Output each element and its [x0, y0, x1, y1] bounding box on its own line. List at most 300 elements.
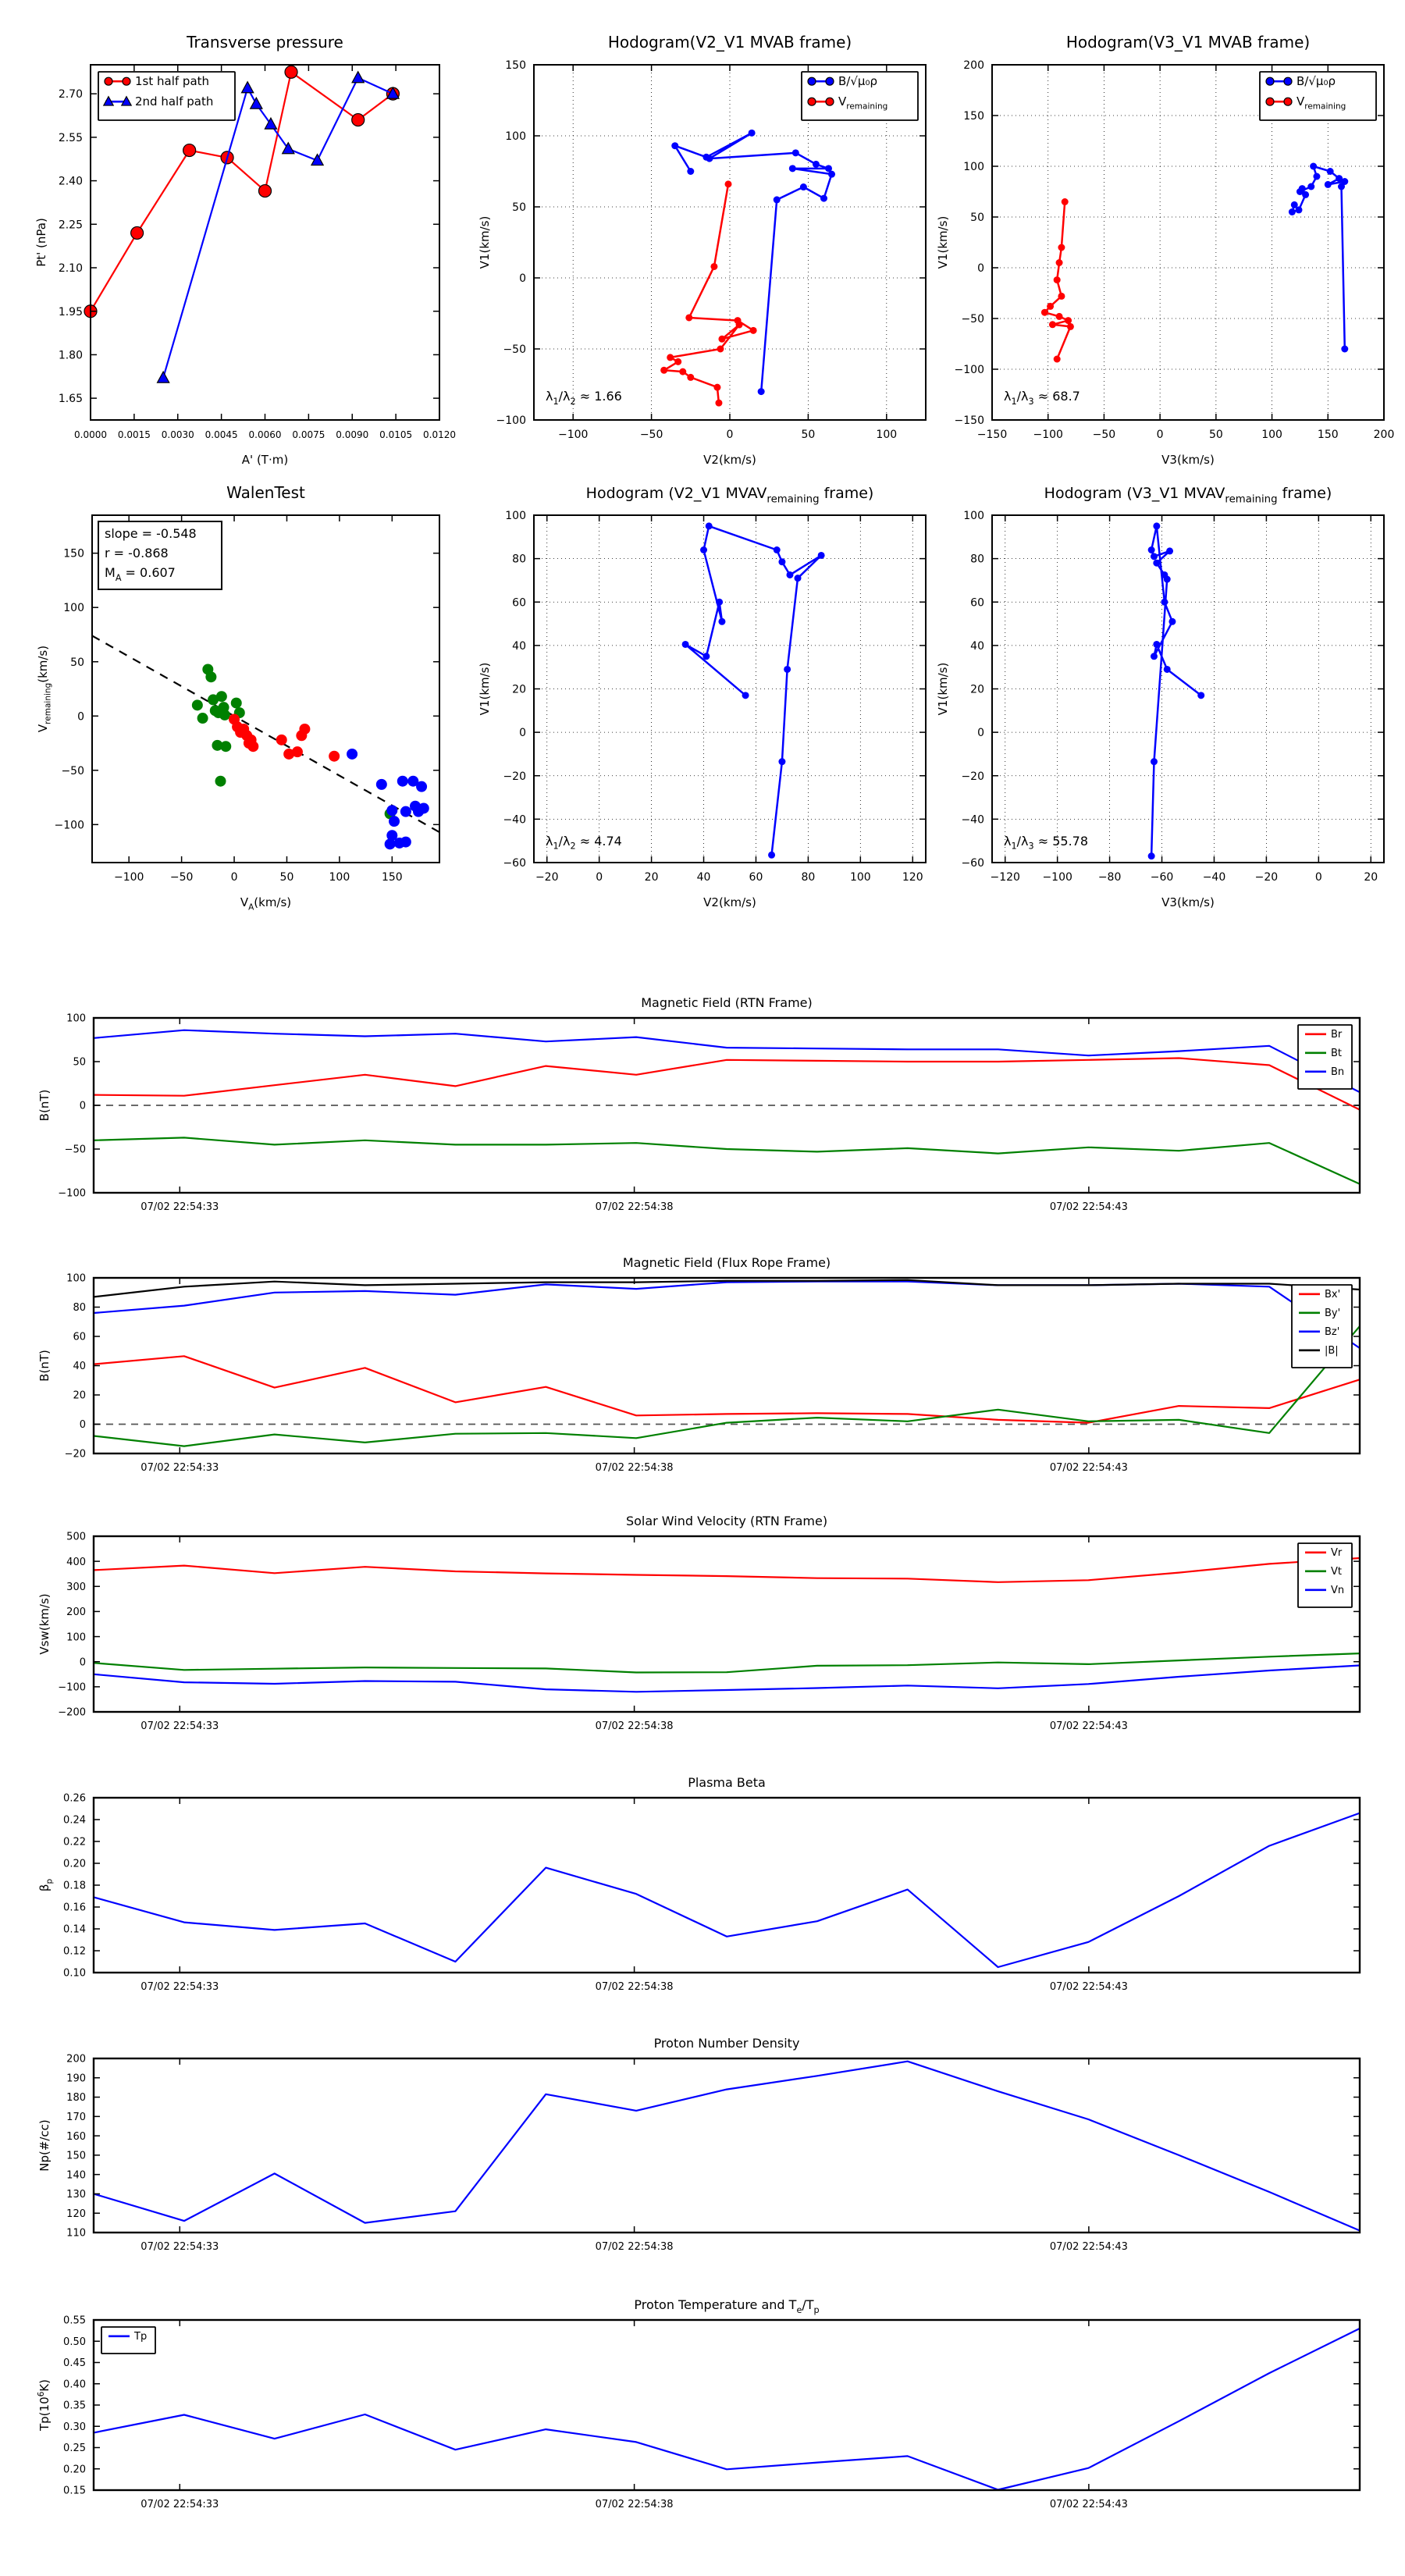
- y-tick-label: 0.16: [63, 1902, 86, 1914]
- legend-label: Bn: [1331, 1066, 1345, 1078]
- y-tick-label: −50: [64, 1144, 86, 1156]
- y-tick-label: 300: [66, 1581, 86, 1593]
- x-tick-label: 50: [801, 429, 816, 441]
- y-tick-label: −100: [54, 819, 84, 832]
- circle-marker: [400, 806, 411, 817]
- series-beta: [94, 1813, 1360, 1967]
- circle-marker: [778, 558, 785, 565]
- circle-marker: [1284, 77, 1292, 85]
- circle-marker: [808, 98, 816, 105]
- circle-marker: [400, 837, 411, 848]
- x-tick-label: 80: [801, 871, 816, 884]
- y-tick-label: −20: [961, 770, 984, 783]
- x-tick-label: 0.0075: [292, 429, 325, 440]
- tsC-title: Solar Wind Velocity (RTN Frame): [625, 1514, 828, 1528]
- circle-marker: [347, 749, 357, 760]
- x-tick-label: 07/02 22:54:38: [595, 1981, 674, 1993]
- circle-marker: [416, 781, 427, 792]
- circle-marker: [1153, 641, 1160, 648]
- x-tick-label: 20: [644, 871, 659, 884]
- x-tick-label: 0.0120: [423, 429, 456, 440]
- y-tick-label: 190: [66, 2073, 86, 2085]
- circle-marker: [386, 805, 397, 816]
- circle-marker: [205, 671, 216, 682]
- series-Br: [94, 1059, 1360, 1110]
- y-tick-label: 0.26: [63, 1792, 86, 1805]
- legend-label: B/√μ₀ρ: [838, 74, 877, 88]
- x-tick-label: 0: [1314, 871, 1322, 884]
- x-tick-label: −60: [1150, 871, 1174, 884]
- circle-marker: [1295, 206, 1302, 213]
- legend-label: Tp: [134, 2331, 148, 2343]
- legend: [101, 2327, 155, 2354]
- circle-marker: [774, 196, 781, 203]
- axes-box: [94, 1536, 1360, 1712]
- y-tick-label: 500: [66, 1531, 86, 1543]
- y-tick-label: 100: [963, 510, 984, 523]
- circle-marker: [679, 368, 686, 375]
- circle-marker: [786, 571, 793, 578]
- p1-xlabel: A' (T·m): [241, 453, 289, 467]
- y-tick-label: 0.22: [63, 1836, 86, 1848]
- circle-marker: [105, 77, 112, 85]
- circle-marker: [674, 358, 681, 365]
- tick-marks: [94, 2058, 1360, 2233]
- y-tick-label: 0.25: [63, 2443, 86, 2455]
- p6-title: Hodogram (V3_V1 $MVAV_{remaining}$ frame): [1044, 485, 1332, 506]
- y-tick-label: 160: [66, 2130, 86, 2143]
- y-tick-label: −50: [61, 764, 84, 777]
- y-tick-label: −60: [503, 857, 526, 870]
- y-tick-label: 80: [512, 553, 526, 566]
- circle-marker: [826, 98, 834, 105]
- y-tick-label: 200: [66, 1606, 86, 1619]
- y-tick-label: −50: [503, 343, 526, 357]
- y-tick-label: 0.20: [63, 2464, 86, 2476]
- circle-marker: [1164, 576, 1171, 583]
- y-tick-label: 0.30: [63, 2421, 86, 2433]
- y-tick-label: −200: [58, 1706, 86, 1719]
- circle-marker: [197, 713, 208, 724]
- p5-xlabel: V2(km/s): [703, 895, 756, 909]
- circle-marker: [1062, 198, 1069, 205]
- y-tick-label: 0.12: [63, 1945, 86, 1958]
- tsB-ylabel: B(nT): [37, 1350, 52, 1382]
- legend: [1298, 1025, 1352, 1089]
- y-tick-label: 0.35: [63, 2400, 86, 2412]
- circle-marker: [1297, 188, 1304, 195]
- x-tick-label: 07/02 22:54:38: [595, 1201, 674, 1213]
- markers-walen-blue-points: [347, 749, 429, 849]
- x-tick-label: −100: [113, 871, 144, 884]
- markers-walen-green-points: [192, 664, 396, 819]
- legend-label: By': [1325, 1308, 1341, 1319]
- legend-label: $V_{remaining}$: [838, 94, 888, 112]
- tick-marks: [94, 1798, 1360, 1973]
- tick-marks: [94, 1278, 1360, 1453]
- circle-marker: [1047, 303, 1054, 310]
- circle-marker: [220, 741, 231, 752]
- circle-marker: [216, 691, 227, 702]
- circle-marker: [700, 546, 707, 553]
- circle-marker: [718, 618, 725, 625]
- y-tick-label: 60: [73, 1331, 86, 1343]
- tsA-plot: [39, 984, 1372, 1233]
- circle-marker: [710, 263, 717, 270]
- circle-marker: [820, 195, 827, 202]
- circle-marker: [1266, 98, 1274, 105]
- circle-marker: [687, 168, 694, 175]
- grid-lines: [992, 515, 1384, 863]
- legend-label: Bz': [1325, 1326, 1340, 1338]
- y-tick-label: 0.45: [63, 2357, 86, 2370]
- axes-box: [94, 2320, 1360, 2490]
- y-tick-label: 20: [970, 683, 984, 696]
- y-tick-label: 0: [519, 727, 526, 740]
- series-Bz-prime: [94, 1282, 1360, 1348]
- tsF-title: Proton Temperature and $T_e/T_p$: [634, 2297, 820, 2315]
- y-tick-label: 170: [66, 2112, 86, 2124]
- x-tick-label: 0.0060: [248, 429, 282, 440]
- circle-marker: [671, 142, 678, 149]
- y-tick-label: 50: [70, 656, 84, 669]
- y-tick-label: 130: [66, 2189, 86, 2201]
- y-tick-label: 2.55: [58, 131, 83, 144]
- circle-marker: [828, 171, 835, 178]
- circle-marker: [718, 336, 725, 343]
- p4-title: WalenTest: [226, 483, 305, 502]
- legend-label: Vn: [1331, 1585, 1345, 1596]
- y-tick-label: 1.65: [58, 393, 83, 406]
- circle-marker: [1151, 758, 1158, 765]
- circle-marker: [389, 816, 400, 827]
- stats-line: slope = -0.548: [105, 526, 197, 541]
- y-tick-label: 110: [66, 2227, 86, 2240]
- y-tick-label: 1.95: [58, 305, 83, 318]
- circle-marker: [1058, 244, 1065, 251]
- y-tick-label: 60: [512, 596, 526, 610]
- y-tick-label: 100: [66, 1272, 86, 1285]
- tsC-plot: [39, 1502, 1372, 1752]
- markers-walen-red-points: [229, 713, 340, 761]
- x-tick-label: −100: [557, 429, 589, 441]
- markers-V-remaining-hodogram: [1041, 198, 1074, 363]
- y-tick-label: 120: [66, 2208, 86, 2220]
- legend: [802, 72, 918, 120]
- tsD-plot: [39, 1763, 1372, 2013]
- legend-label: Bt: [1331, 1048, 1343, 1059]
- p5-title: Hodogram (V2_V1 $MVAV_{remaining}$ frame): [585, 485, 874, 506]
- series-Bn: [94, 1030, 1360, 1093]
- p5-ylabel: V1(km/s): [478, 662, 492, 716]
- x-tick-label: 60: [749, 871, 763, 884]
- y-tick-label: 0: [977, 727, 984, 740]
- y-tick-label: 50: [73, 1056, 86, 1069]
- p4-xlabel: $V_A(km/s)$: [240, 895, 292, 913]
- y-tick-label: 0.50: [63, 2336, 86, 2348]
- x-tick-label: 100: [1261, 429, 1282, 441]
- legend-label: Br: [1331, 1029, 1343, 1041]
- circle-marker: [667, 354, 674, 361]
- y-tick-label: −40: [961, 813, 984, 827]
- y-tick-label: 0.40: [63, 2379, 86, 2391]
- legend-label: 1st half path: [135, 74, 210, 88]
- x-tick-label: 07/02 22:54:43: [1049, 1981, 1128, 1993]
- y-tick-label: −100: [58, 1187, 86, 1200]
- circle-marker: [1168, 618, 1176, 625]
- circle-marker: [749, 130, 756, 137]
- y-tick-label: 0.20: [63, 1858, 86, 1870]
- y-tick-label: −40: [503, 813, 526, 827]
- annotation: $\lambda_1/\lambda_3 \approx 55.78$: [1004, 833, 1089, 852]
- axes-box: [94, 1278, 1360, 1453]
- circle-marker: [1327, 168, 1334, 175]
- y-tick-label: 80: [970, 553, 984, 566]
- p1-ylabel: Pt' (nPa): [34, 218, 48, 267]
- circle-marker: [1341, 346, 1348, 353]
- circle-marker: [702, 653, 710, 660]
- circle-marker: [716, 599, 723, 606]
- series-Vr: [94, 1558, 1360, 1582]
- y-tick-label: 0.18: [63, 1880, 86, 1892]
- circle-marker: [1151, 553, 1158, 560]
- axes-box: [94, 1798, 1360, 1973]
- p2-plot: [462, 10, 946, 487]
- circle-marker: [1148, 852, 1155, 859]
- x-tick-label: 07/02 22:54:38: [595, 1462, 674, 1474]
- circle-marker: [784, 666, 791, 673]
- p3-ylabel: V1(km/s): [936, 215, 950, 269]
- x-tick-label: −120: [990, 871, 1020, 884]
- circle-marker: [299, 724, 310, 735]
- y-tick-label: −150: [954, 415, 984, 428]
- y-tick-label: 100: [963, 161, 984, 174]
- triangle-marker: [158, 372, 169, 382]
- tsD-title: Plasma Beta: [688, 1775, 766, 1790]
- p6-plot: [920, 461, 1404, 930]
- circle-marker: [1197, 692, 1204, 699]
- x-tick-label: −50: [639, 429, 663, 441]
- p6-xlabel: V3(km/s): [1161, 895, 1215, 909]
- y-tick-label: 200: [66, 2053, 86, 2065]
- y-tick-label: 100: [66, 1012, 86, 1025]
- y-tick-label: 180: [66, 2092, 86, 2105]
- y-tick-label: −100: [954, 364, 984, 377]
- circle-marker: [713, 384, 720, 391]
- circle-marker: [1307, 183, 1314, 190]
- x-tick-label: 100: [876, 429, 898, 441]
- y-tick-label: 2.70: [58, 88, 83, 101]
- circle-marker: [1325, 181, 1332, 188]
- x-tick-label: 0: [596, 871, 603, 884]
- x-tick-label: 07/02 22:54:33: [140, 1981, 219, 1993]
- y-tick-label: −60: [961, 857, 984, 870]
- x-tick-label: 100: [329, 871, 350, 884]
- annotation: $\lambda_1/\lambda_2 \approx 4.74$: [546, 833, 622, 852]
- circle-marker: [192, 699, 203, 710]
- circle-marker: [715, 400, 722, 407]
- y-tick-label: 1.80: [58, 349, 83, 362]
- x-tick-label: 50: [1208, 429, 1223, 441]
- x-tick-label: 07/02 22:54:38: [595, 1720, 674, 1732]
- y-tick-label: −20: [64, 1448, 86, 1461]
- circle-marker: [215, 776, 226, 787]
- y-tick-label: 0.24: [63, 1814, 86, 1827]
- y-tick-label: 50: [512, 201, 526, 215]
- x-tick-label: 0.0045: [205, 429, 238, 440]
- circle-marker: [724, 180, 731, 187]
- circle-marker: [231, 698, 242, 709]
- y-tick-label: 150: [505, 59, 526, 73]
- p3-xlabel: V3(km/s): [1161, 453, 1215, 467]
- y-tick-label: 100: [66, 1631, 86, 1644]
- x-tick-label: 0: [726, 429, 734, 441]
- markers-V-remaining-hodogram: [660, 180, 756, 406]
- circle-marker: [1054, 356, 1061, 363]
- y-tick-label: 2.25: [58, 219, 83, 232]
- legend: [1298, 1543, 1352, 1607]
- circle-marker: [247, 741, 258, 752]
- series-Vt: [94, 1653, 1360, 1672]
- y-tick-label: 60: [970, 596, 984, 610]
- x-tick-label: 0.0105: [379, 429, 413, 440]
- legend: [1260, 72, 1376, 120]
- x-tick-label: 120: [902, 871, 923, 884]
- circle-marker: [1153, 522, 1160, 529]
- x-tick-label: 100: [849, 871, 871, 884]
- legend-label: 2nd half path: [135, 94, 214, 109]
- circle-marker: [660, 367, 667, 374]
- y-tick-label: −100: [58, 1681, 86, 1694]
- x-tick-label: 07/02 22:54:38: [595, 2499, 674, 2510]
- x-tick-label: −150: [976, 429, 1008, 441]
- triangle-marker: [242, 82, 254, 93]
- y-tick-label: 100: [63, 602, 84, 615]
- circle-marker: [1310, 163, 1317, 170]
- y-tick-label: 40: [970, 639, 984, 653]
- x-tick-label: 0.0030: [161, 429, 194, 440]
- y-tick-label: 40: [73, 1361, 86, 1373]
- circle-marker: [789, 165, 796, 172]
- tsB-title: Magnetic Field (Flux Rope Frame): [622, 1255, 831, 1270]
- x-tick-label: 07/02 22:54:43: [1049, 1201, 1128, 1213]
- circle-marker: [750, 327, 757, 334]
- circle-marker: [329, 751, 340, 762]
- circle-marker: [292, 746, 303, 757]
- circle-marker: [385, 838, 396, 849]
- x-tick-label: −80: [1097, 871, 1122, 884]
- legend-label: Vt: [1331, 1566, 1342, 1578]
- p3-plot: [920, 10, 1404, 487]
- x-tick-label: 0.0090: [336, 429, 369, 440]
- tsA-ylabel: B(nT): [37, 1089, 52, 1122]
- y-tick-label: 0.55: [63, 2314, 86, 2327]
- circle-marker: [183, 144, 196, 157]
- x-tick-label: −50: [169, 871, 194, 884]
- circle-marker: [778, 758, 785, 765]
- x-tick-label: 200: [1373, 429, 1395, 441]
- triangle-marker: [251, 98, 262, 109]
- x-tick-label: 150: [1317, 429, 1339, 441]
- x-tick-label: −50: [1092, 429, 1116, 441]
- y-tick-label: 0: [79, 1656, 86, 1669]
- circle-marker: [352, 114, 365, 126]
- stats-line: $M_A = 0.607$: [105, 565, 176, 583]
- x-tick-label: 0.0000: [74, 429, 107, 440]
- p4-ylabel: $V_{remaining}(km/s)$: [36, 645, 53, 733]
- x-tick-label: 0: [1156, 429, 1164, 441]
- y-tick-label: 200: [963, 59, 984, 73]
- circle-marker: [1056, 259, 1063, 266]
- x-tick-label: 07/02 22:54:33: [140, 1201, 219, 1213]
- x-tick-label: 07/02 22:54:43: [1049, 1720, 1128, 1732]
- circle-marker: [800, 183, 807, 190]
- circle-marker: [1161, 599, 1168, 606]
- legend-label: B/√μ₀ρ: [1297, 74, 1336, 88]
- circle-marker: [219, 710, 230, 720]
- circle-marker: [758, 388, 765, 395]
- circle-marker: [736, 322, 743, 329]
- x-tick-label: −100: [1033, 429, 1063, 441]
- circle-marker: [1153, 560, 1160, 567]
- y-tick-label: 150: [66, 2150, 86, 2162]
- circle-marker: [397, 776, 408, 787]
- y-tick-label: 0: [77, 710, 84, 724]
- x-tick-label: 0: [230, 871, 238, 884]
- tsC-ylabel: Vsw(km/s): [37, 1593, 52, 1655]
- circle-marker: [1151, 653, 1158, 660]
- tick-marks: [94, 1536, 1360, 1712]
- circle-marker: [285, 66, 297, 78]
- series-Bx-prime: [94, 1356, 1360, 1422]
- x-tick-label: 50: [279, 871, 294, 884]
- y-tick-label: −50: [961, 313, 984, 326]
- legend-label: |B|: [1325, 1345, 1339, 1357]
- circle-marker: [685, 314, 692, 321]
- x-tick-label: 07/02 22:54:33: [140, 1462, 219, 1474]
- annotation: $\lambda_1/\lambda_3 \approx 68.7$: [1004, 388, 1080, 407]
- circle-marker: [1148, 546, 1155, 553]
- circle-marker: [1338, 183, 1345, 190]
- p5-plot: [462, 461, 946, 930]
- y-tick-label: 150: [63, 547, 84, 560]
- circle-marker: [1266, 77, 1274, 85]
- y-tick-label: 0.15: [63, 2485, 86, 2497]
- series-Np: [94, 2062, 1360, 2231]
- x-tick-label: 07/02 22:54:33: [140, 2499, 219, 2510]
- circle-marker: [792, 149, 799, 156]
- circle-marker: [1056, 313, 1063, 320]
- circle-marker: [1049, 321, 1056, 328]
- x-tick-label: 40: [696, 871, 711, 884]
- tsE-title: Proton Number Density: [653, 2036, 800, 2051]
- tick-marks: [94, 2320, 1360, 2490]
- series-V-hodogram: [685, 526, 821, 855]
- y-tick-label: 2.40: [58, 175, 83, 188]
- circle-marker: [1065, 317, 1072, 324]
- y-tick-label: 0.10: [63, 1967, 86, 1980]
- circle-marker: [259, 185, 272, 197]
- y-tick-label: −20: [503, 770, 526, 783]
- x-tick-label: −20: [535, 871, 559, 884]
- grid-lines: [534, 515, 926, 863]
- circle-marker: [1041, 309, 1048, 316]
- circle-marker: [1289, 208, 1296, 215]
- circle-marker: [418, 802, 429, 813]
- p3-title: Hodogram(V3_V1 MVAB frame): [1065, 33, 1311, 52]
- series-Bt: [94, 1137, 1360, 1183]
- circle-marker: [131, 226, 144, 239]
